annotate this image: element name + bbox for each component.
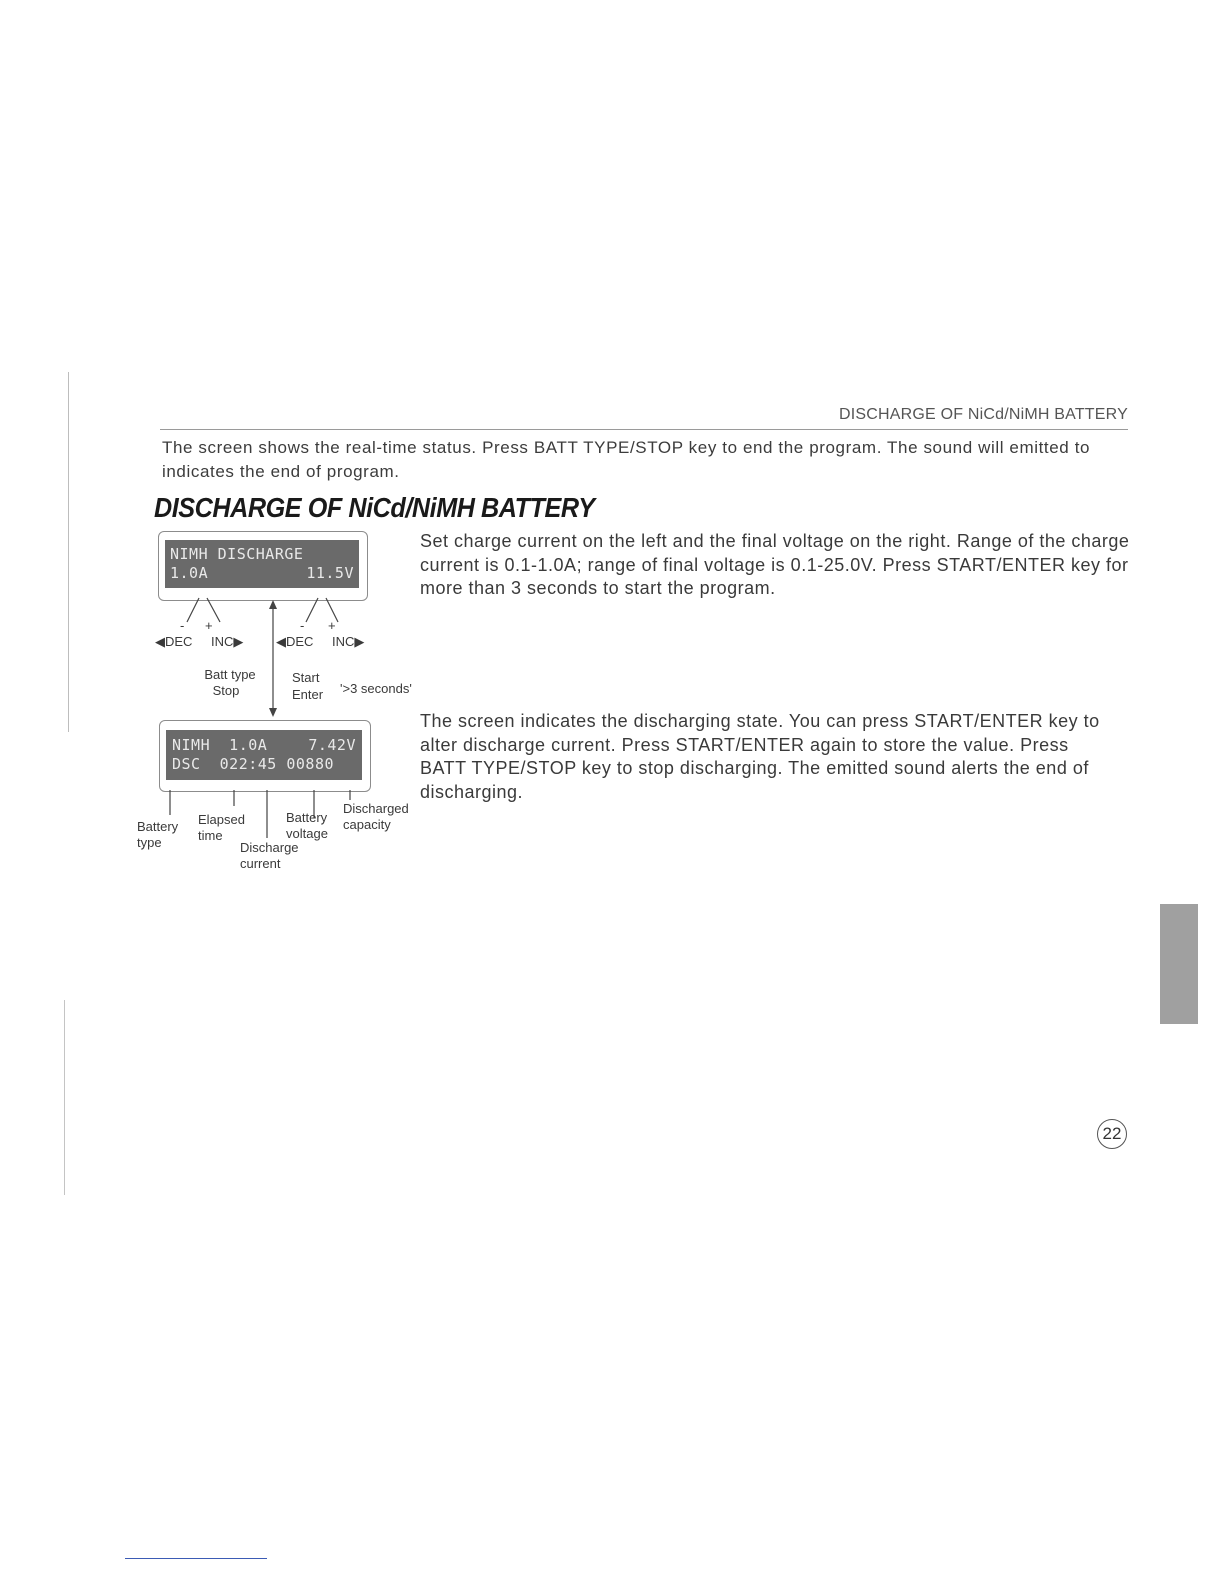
elapsed-time-label: time	[198, 828, 223, 843]
lcd-voltage-value: 7.42V	[308, 736, 356, 754]
stop-label: Stop	[212, 683, 240, 698]
discharged-capacity-label: capacity	[343, 817, 391, 832]
battery-type-label: Battery	[137, 819, 179, 834]
discharge-current-label: Discharge	[240, 840, 299, 855]
battery-type-label: type	[137, 835, 162, 850]
lcd-current-value: 1.0A	[170, 564, 209, 582]
lcd-text: NIMH DISCHARGE	[170, 545, 304, 563]
enter-label: Enter	[292, 687, 324, 702]
paragraph-discharging-state: The screen indicates the discharging state. You can press START/ENTER key to alter discharge current. Press START/ENTER again to store the value. Press BATT TYPE/STOP key to stop discharging. The emitted sound alerts the end of discharging.	[420, 711, 1100, 802]
footer-rule	[125, 1558, 267, 1559]
start-label: Start	[292, 670, 320, 685]
page-number: 22	[1097, 1119, 1127, 1149]
discharged-capacity-label: Discharged	[343, 801, 409, 816]
plus-label: +	[205, 618, 213, 633]
seconds-label: '>3 seconds'	[340, 681, 412, 696]
paragraph-set-current: Set charge current on the left and the final voltage on the right. Range of the charge current is 0.1-1.0A; range of final voltage is 0.1-25.0V. Press START/ENTER key for more than 3 seconds to start the program.	[420, 531, 1130, 598]
plus-label: +	[328, 618, 336, 633]
dec-label: ◀DEC	[276, 634, 314, 649]
section-tab-marker	[1160, 904, 1198, 1024]
minus-label: -	[180, 618, 185, 633]
battery-voltage-label: voltage	[286, 826, 328, 841]
batt-type-label: Batt type	[204, 667, 256, 682]
battery-voltage-label: Battery	[286, 810, 328, 825]
lcd-text: NIMH 1.0A	[172, 736, 268, 754]
minus-label: -	[300, 618, 305, 633]
dec-label: ◀DEC	[155, 634, 193, 649]
lcd-voltage-value: 11.5V	[306, 564, 354, 582]
section-title: DISCHARGE OF NiCd/NiMH BATTERY	[154, 492, 595, 523]
lcd-text: DSC 022:45 00880	[172, 755, 335, 773]
inc-label: INC▶	[332, 634, 365, 649]
intro-paragraph: The screen shows the real-time status. Press BATT TYPE/STOP key to end the program. The sound will emitted to indicates the end of program.	[162, 438, 1091, 481]
discharge-current-label: current	[240, 856, 281, 871]
running-header: DISCHARGE OF NiCd/NiMH BATTERY	[839, 406, 1128, 423]
elapsed-time-label: Elapsed	[198, 812, 245, 827]
inc-label: INC▶	[211, 634, 244, 649]
